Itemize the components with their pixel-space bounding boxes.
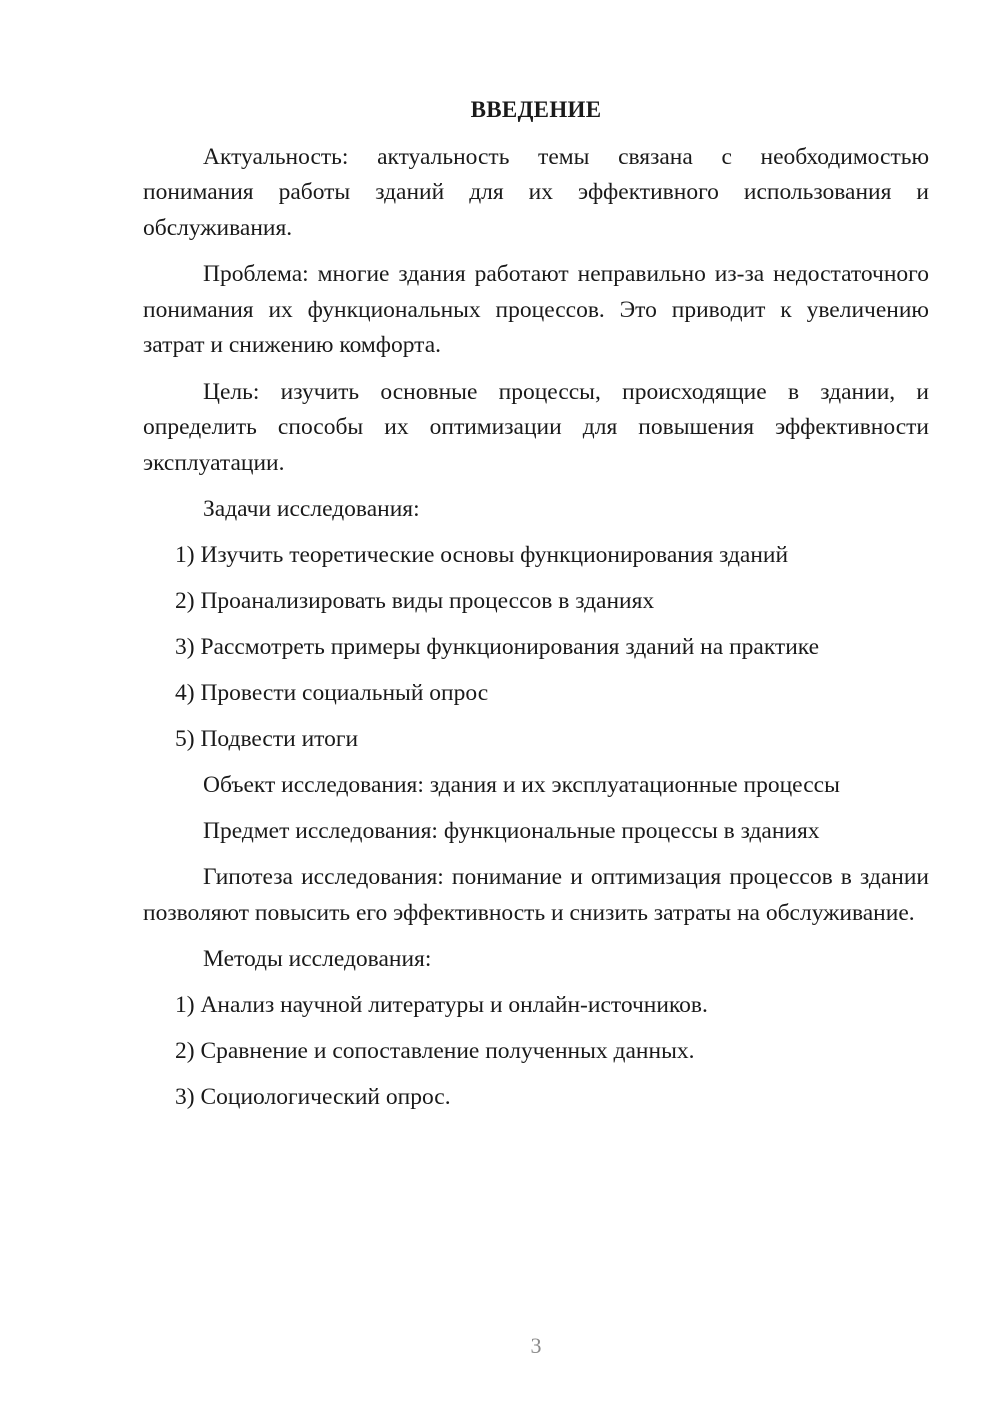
object-line: Объект исследования: здания и их эксплуатационные процессы	[203, 772, 840, 798]
list-item: 3) Рассмотреть примеры функционирования зданий на практике	[175, 634, 820, 660]
page-title: ВВЕДЕНИЕ	[470, 97, 602, 122]
relevance-paragraph: Актуальность: актуальность темы связана с необходимостью понимания работы зданий для их эффективного использования и обслуживания.	[143, 143, 929, 241]
list-item: 1) Анализ научной литературы и онлайн-источников.	[175, 992, 708, 1018]
list-item: 4) Провести социальный опрос	[175, 680, 489, 706]
subject-line: Предмет исследования: функциональные процессы в зданиях	[203, 818, 820, 844]
list-item: 2) Проанализировать виды процессов в зданиях	[175, 588, 655, 614]
tasks-list	[143, 538, 929, 758]
list-item: 3) Социологический опрос.	[175, 1084, 451, 1110]
methods-list	[143, 988, 929, 1116]
hypothesis-paragraph: Гипотеза исследования: понимание и оптимизация процессов в здании позволяют повысить его эффективность и снизить затраты на обслуживание.	[143, 864, 929, 926]
list-item: 5) Подвести итоги	[175, 726, 359, 752]
problem-paragraph: Проблема: многие здания работают неправильно из-за недостаточного понимания их функциональных процессов. Это приводит к увеличению затрат и снижению комфорта.	[143, 261, 929, 358]
list-item: 1) Изучить теоретические основы функционирования зданий	[175, 542, 789, 568]
document-page	[143, 92, 929, 1126]
tasks-heading: Задачи исследования:	[203, 496, 420, 522]
methods-heading: Методы исследования:	[203, 946, 432, 972]
goal-paragraph: Цель: изучить основные процессы, происходящие в здании, и определить способы их оптимизации для повышения эффективности эксплуатации.	[143, 378, 929, 476]
list-item: 2) Сравнение и сопоставление полученных данных.	[175, 1038, 695, 1064]
page-number: 3	[530, 1333, 542, 1358]
